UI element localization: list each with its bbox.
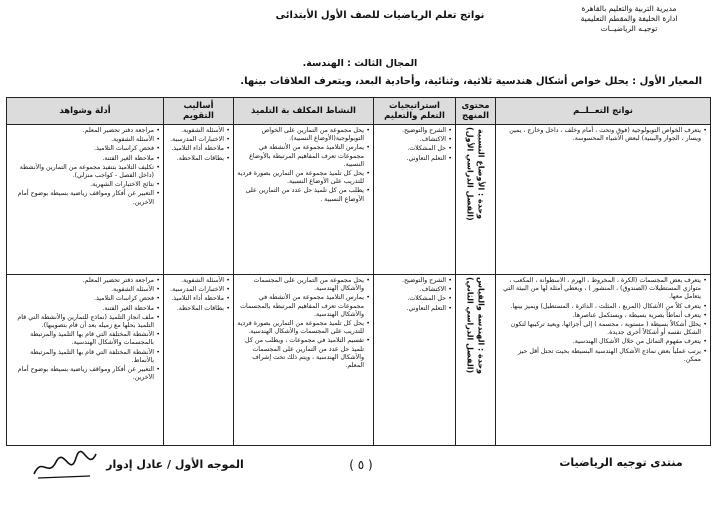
outcomes-cell (496, 125, 711, 275)
list-item: • يتعرف مفهوم التماثل من خلال الأشكال الهندسية. (499, 338, 707, 346)
list-item: • يطلب من كل تلميذ حل عدد من التمارين على الأوضاع النسبية . (237, 187, 370, 203)
header-content: محتوى المنهج (456, 98, 496, 125)
strategies-cell (374, 275, 456, 446)
assessment-cell (164, 125, 234, 275)
content-unit-term: (الفصل الدراسي الأول) (465, 127, 475, 221)
list-item: • حل المشكلات. (377, 145, 452, 153)
domain-heading: المجال الثالث : الهندسة. (302, 58, 418, 69)
list-item: • الأسئلة الشفوية. (10, 136, 160, 144)
list-item: • يرتب عملياً بعض نماذج الأشكال الهندسية البسيطة بحيث تحتل أقل حيز ممكن. (499, 348, 707, 364)
handwritten-signature-icon (30, 448, 100, 484)
list-item: • الاختبارات المدرسية. (167, 286, 230, 294)
header-assessment: أساليب التقويم (164, 98, 234, 125)
list-item: • ملف انجاز التلميذ (نماذج للتمارين والأنشطة التي قام التلميذ بحلها مع زميله بعد أن قام بتصويبها). (10, 314, 160, 330)
list-item: • فحص كراسات التلاميذ. (10, 145, 160, 153)
list-item: • التعلم التعاوني. (377, 305, 452, 313)
list-item: • الاكتشاف. (377, 136, 452, 144)
page-number: ( ٥ ) (349, 458, 373, 472)
list-item: • الشرح والتوضيح. (377, 127, 452, 135)
list-item: • التعبير عن أفكار ومواقف رياضية بسيطة بوضوح أمام الآخرين. (10, 190, 160, 206)
list-item: • الاكتشاف. (377, 286, 452, 294)
table-header-row (7, 98, 711, 125)
list-item: • يحل كل تلميذ مجموعة من التمارين بصورة فردية للتدريب على المجسمات والأشكال الهندسية. (237, 320, 370, 336)
list-item: • يتعرف بعض المجسمات (الكرة ، المخروط ، الهرم ، الاسطوانة ، المكعب ، متوازي المستطيلات (الصندوق) ، المنشور ) ، ويعطي أمثلة لها من البيئة التي يتعامل معها. (499, 277, 707, 302)
forum-footer: منتدى توجيه الرياضيات (559, 456, 683, 469)
list-item: • تقسيم التلاميذ في مجموعات ، ويطلب من كل تلميذ حل عدد من التمارين على المجسمات والأشكال الهندسية ، ويتم ذلك تحت إشراف المعلم. (237, 337, 370, 370)
list-item: • التعبير عن أفكار ومواقف رياضية بسيطة بوضوح أمام الآخرين. (10, 366, 160, 382)
evidence-cell (7, 275, 164, 446)
content-cell (456, 125, 496, 275)
directorate-line-2: ادارة الخليفة والمقطم التعليمية (580, 14, 678, 23)
standard-heading: المعيار الأول : يحلل خواص أشكال هندسية ثلاثية، وثنائية، وأحادية البعد، ويتعرف العلاقات بينها. (240, 76, 702, 87)
directorate-line-3: توجيـه الرياضيــات (600, 24, 658, 33)
assessment-cell (164, 275, 234, 446)
content-unit-name: وحدة : الهندسة والقياس (476, 277, 486, 375)
content-unit-name: وحدة : الأوضاع النسبية (476, 128, 486, 219)
list-item: • ملاحظة أداء التلاميذ. (167, 145, 230, 153)
list-item: • فحص كراسات التلاميذ. (10, 295, 160, 303)
table-row (7, 125, 711, 275)
mentor-signature-label: الموجه الأول / عادل إدوار (106, 458, 244, 471)
list-item: • تكليف التلاميذ بتنفيذ مجموعة من التمارين والأنشطة (داخل الفصل - كواجب منزلي). (10, 164, 160, 180)
list-item: • يحلل أشكالاً بسيطة ( مستوية ، مجسمة ) إلى أجزائها، ويعيد تركيبها لتكون الشكل نفسه أو أشكالاً أخرى جديدة. (499, 321, 707, 337)
list-item: • بطاقات الملاحظة. (167, 155, 230, 163)
list-item: • الأسئلة الشفوية. (167, 127, 230, 135)
list-item: • الأسئلة الشفوية. (167, 277, 230, 285)
list-item: • يمارس التلاميذ مجموعة من الأنشطة في مجموعات تعرف المفاهيم المرتبطة بالأوضاع النسبية. (237, 144, 370, 169)
list-item: • يتعرف أنماطاً بصرية بسيطة ، ويستكمل عناصرها. (499, 312, 707, 320)
outcomes-table (6, 97, 711, 446)
outcomes-cell (496, 275, 711, 446)
list-item: • حل المشكلات. (377, 295, 452, 303)
directorate-line-1: مديرية التربية والتعليم بالقاهرة (581, 4, 677, 13)
list-item: • ملاحظة الغير الفتنة. (10, 305, 160, 313)
list-item: • الأسئلة الشفوية. (10, 286, 160, 294)
page-title: نواتج تعلم الرياضيات للصف الأول الأبتدائى (275, 10, 485, 21)
list-item: • الأنشطة المختلفة التي قام بها التلميذ والمرتبطة بالأنماط. (10, 349, 160, 365)
list-item: • الاختبارات المدرسية. (167, 136, 230, 144)
list-item: • يحل مجموعة من التمارين على المجسمات والأشكال الهندسية. (237, 277, 370, 293)
content-unit-text (465, 277, 487, 374)
strategies-cell (374, 125, 456, 275)
list-item: • يحل مجموعة من التمارين على الخواص التوبولوجية(الأوضاع النسبية). (237, 127, 370, 143)
content-unit-text (465, 127, 487, 221)
list-item: • يمارس التلاميذ مجموعة من الأنشطة في مجموعات تعرف المفاهيم المرتبطة بالمجسمات والأشكال الهندسية. (237, 294, 370, 319)
list-item: • يتعرف كلاً من الأشكال (المربع ، المثلث ، الدائرة ، المستطيل) ويميز بينها. (499, 303, 707, 311)
list-item: • بطاقات الملاحظة. (167, 305, 230, 313)
table-row (7, 275, 711, 446)
list-item: • مراجعة دفتر تحضير المعلم. (10, 127, 160, 135)
header-outcomes: نواتج التعــلــم (496, 98, 711, 125)
content-unit-term: (الفصل الدراسي الثاني) (465, 277, 475, 374)
header-evidence: أدلة وشواهد (7, 98, 164, 125)
list-item: • ملاحظة الغير الفتنة. (10, 155, 160, 163)
content-cell (456, 275, 496, 446)
directorate-header (554, 4, 704, 34)
header-strategies: استراتيجيات التعلم والتعليم (374, 98, 456, 125)
list-item: • يحل كل تلميذ مجموعة من التمارين بصورة فردية للتدريب على الأوضاع النسبية. (237, 170, 370, 186)
header-activities: النشاط المكلف بة التلميذ (234, 98, 374, 125)
list-item: • الأنشطة المختلفة التي قام بها التلميذ والمرتبطة بالمجسمات والأشكال الهندسية. (10, 331, 160, 347)
list-item: • يتعرف الخواص التوبولوجية (فوق وتحت ، أمام وخلف ، داخل وخارج ، يمين ويسار ، الجوار والبينية) لبعض الأشياء المحسوسة. (499, 127, 707, 143)
list-item: • مراجعة دفتر تحضير المعلم. (10, 277, 160, 285)
evidence-cell (7, 125, 164, 275)
list-item: • ملاحظة أداء التلاميذ. (167, 295, 230, 303)
activities-cell (234, 275, 374, 446)
activities-cell (234, 125, 374, 275)
list-item: • نتائج الاختبارات الشهرية. (10, 181, 160, 189)
list-item: • التعلم التعاوني. (377, 155, 452, 163)
list-item: • الشرح والتوضيح. (377, 277, 452, 285)
